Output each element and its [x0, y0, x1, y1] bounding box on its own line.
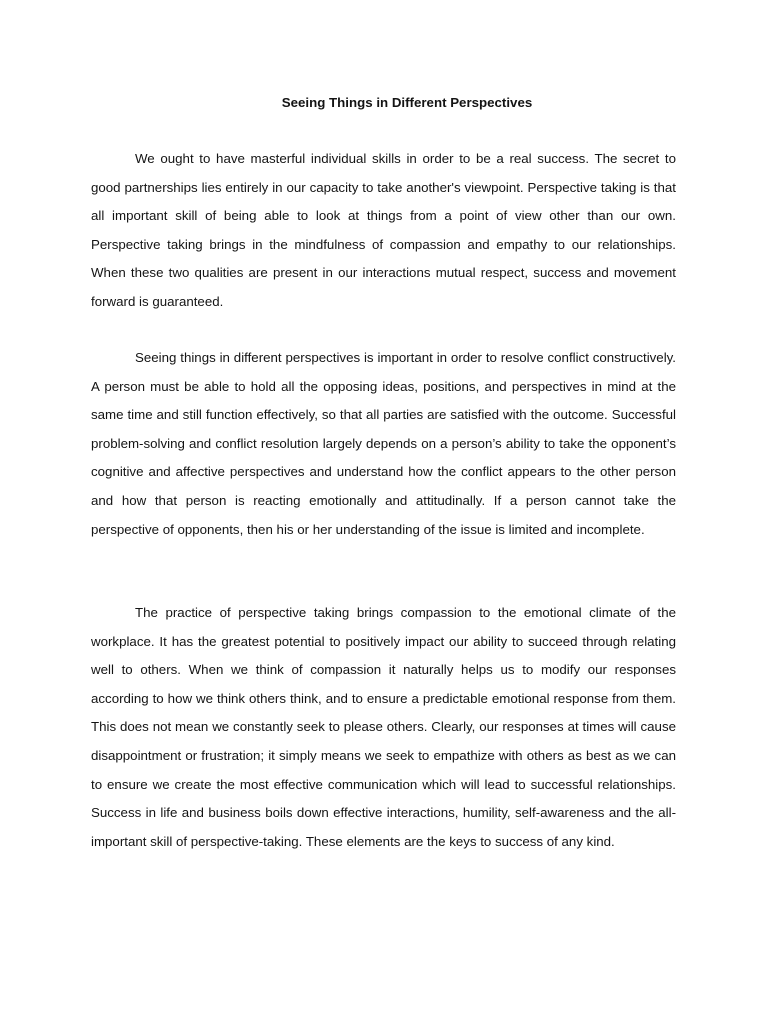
document-title: Seeing Things in Different Perspectives	[281, 95, 533, 110]
paragraph-1: We ought to have masterful individual skills in order to be a real success. The secret to good partnerships lies entirely in our capacity to take another's viewpoint. Perspective taking is that all important skill of being able to look at things from a point of view other than our own. Perspective taking brings in the mindfulness of compassion and empathy to our relationships. When these two qualities are present in our interactions mutual respect, success and movement forward is guaranteed.	[91, 151, 676, 309]
paragraph-2: Seeing things in different perspectives is important in order to resolve conflict constructively. A person must be able to hold all the opposing ideas, positions, and perspectives in mind at the same time and still function effectively, so that all parties are satisfied with the outcome. Successful problem-solving and conflict resolution largely depends on a person’s ability to take the opponent’s cognitive and affective perspectives and understand how the conflict appears to the other person and how that person is reacting emotionally and attitudinally. If a person cannot take the perspective of opponents, then his or her understanding of the issue is limited and incomplete.	[91, 350, 676, 537]
paragraph-3: The practice of perspective taking brings compassion to the emotional climate of the workplace. It has the greatest potential to positively impact our ability to succeed through relating well to others. When we think of compassion it naturally helps us to modify our responses according to how we think others think, and to ensure a predictable emotional response from them. This does not mean we constantly seek to please others. Clearly, our responses at times will cause disappointment or frustration; it simply means we seek to empathize with others as best as we can to ensure we create the most effective communication which will lead to successful relationships. Success in life and business boils down effective interactions, humility, self-awareness and the all-important skill of perspective-taking. These elements are the keys to success of any kind.	[91, 605, 676, 849]
